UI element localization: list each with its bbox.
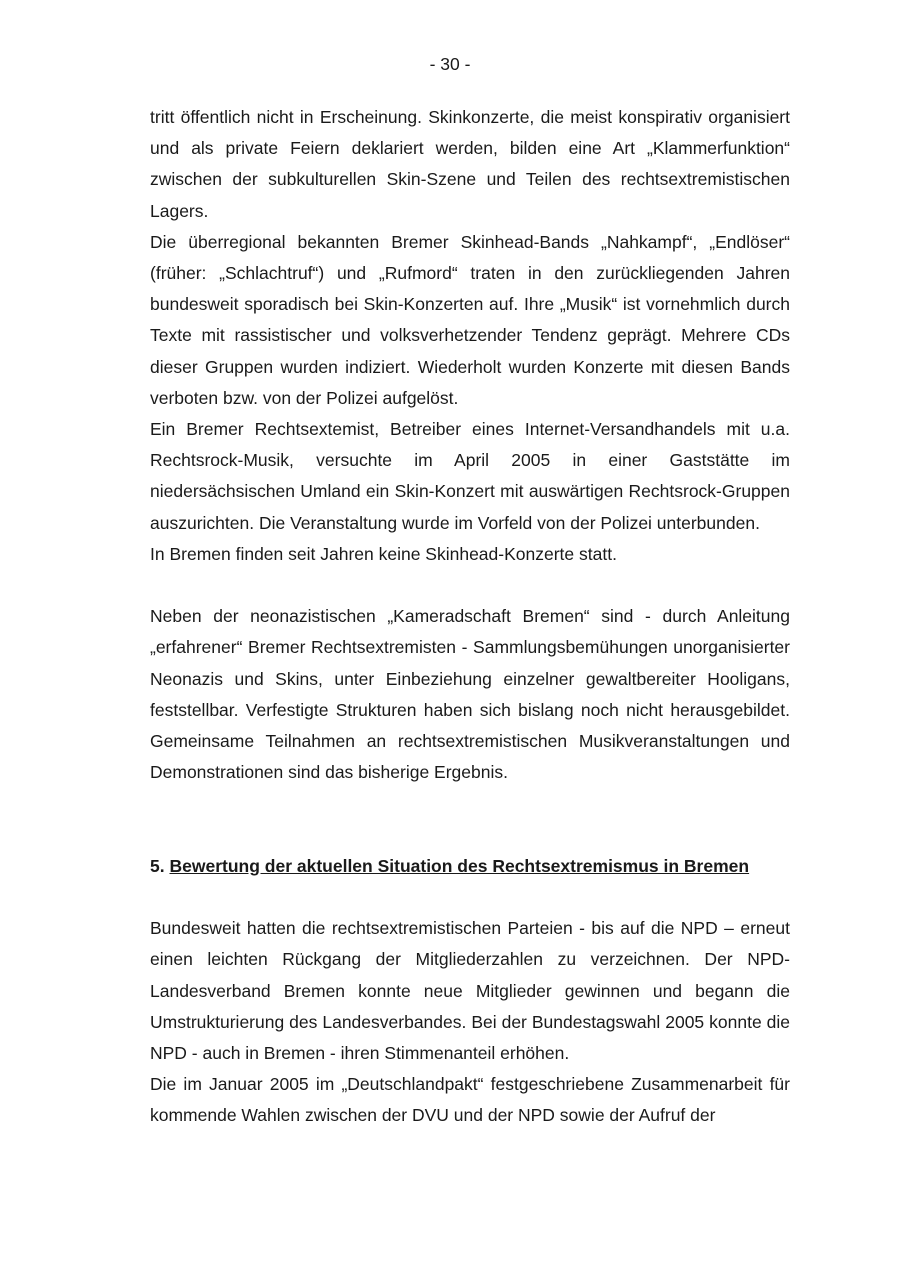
paragraph-spacer: [150, 570, 790, 601]
paragraph-deutschlandpakt: Die im Januar 2005 im „Deutschlandpakt“ festgeschriebene Zusammenarbeit für kommende Wahlen zwischen der DVU und der NPD sowie der Aufruf der: [150, 1074, 790, 1126]
section-title: Bewertung der aktuellen Situation des Rechtsextremismus in Bremen: [169, 855, 750, 876]
page-number: - 30 -: [429, 54, 471, 74]
paragraph-no-concerts: In Bremen finden seit Jahren keine Skinhead-Konzerte statt.: [150, 543, 617, 564]
paragraph-skinhead-bands: Die überregional bekannten Bremer Skinhead-Bands „Nahkampf“, „Endlöser“ (früher: „Schlachtruf“) und „Rufmord“ traten in den zurückliegenden Jahren bundesweit sporadisch bei Skin-Konzerten auf. Ihre „Musik“ ist vornehmlich durch Texte mit rassistischer und volksverhetzender Tendenz geprägt. Mehrere CDs dieser Gruppen wurden indiziert. Wiederholt wurden Konzerte mit diesen Bands verboten bzw. von der Polizei aufgelöst.: [150, 231, 790, 408]
section-number: 5.: [150, 855, 165, 876]
heading-spacer: [150, 882, 790, 913]
paragraph-bundesweit: Bundesweit hatten die rechtsextremistischen Parteien - bis auf die NPD – erneut einen leichten Rückgang der Mitgliederzahlen zu verzeichnen. Der NPD-Landesverband Bremen konnte neue Mitglieder gewinnen und begann die Umstrukturierung des Landesverbandes. Bei der Bundestagswahl 2005 konnte die NPD - auch in Bremen - ihren Stimmenanteil erhöhen.: [150, 918, 790, 1064]
paragraph-internet-versandhandel: Ein Bremer Rechtsextemist, Betreiber eines Internet-Versandhandels mit u.a. Rechtsrock-Musik, versuchte im April 2005 in einer Gaststätte im niedersächsischen Umland ein Skin-Konzert mit auswärtigen Rechtsrock-Gruppen auszurichten. Die Veranstaltung wurde im Vorfeld von der Polizei unterbunden.: [150, 419, 790, 533]
page-body: [150, 102, 790, 1132]
section-spacer: [150, 788, 790, 850]
paragraph-skinkonzerte: tritt öffentlich nicht in Erscheinung. Skinkonzerte, die meist konspirativ organisiert und als private Feiern deklariert werden, bilden eine Art „Klammerfunktion“ zwischen der subkulturellen Skin-Szene und Teilen des rechtsextremistischen Lagers.: [150, 107, 790, 221]
section-heading: [150, 851, 790, 882]
paragraph-kameradschaft: Neben der neonazistischen „Kameradschaft Bremen“ sind - durch Anleitung „erfahrener“ Bremer Rechtsextremisten - Sammlungsbemühungen unorganisierter Neonazis und Skins, unter Einbeziehung einzelner gewaltbereiter Hooligans, feststellbar. Verfestigte Strukturen haben sich bislang noch nicht herausgebildet. Gemeinsame Teilnahmen an rechtsextremistischen Musikveranstaltungen und Demonstrationen sind das bisherige Ergebnis.: [150, 606, 790, 783]
